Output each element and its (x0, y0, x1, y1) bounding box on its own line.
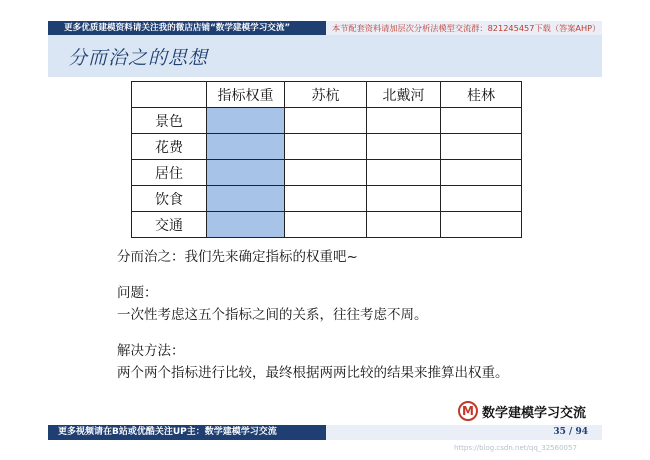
brand-logo (458, 400, 586, 422)
table-cell (285, 186, 367, 212)
spacer (117, 268, 509, 282)
footer-right-band (326, 425, 602, 440)
table-cell (441, 186, 522, 212)
title-band (48, 35, 602, 77)
table-row (132, 212, 522, 238)
top-header (0, 0, 650, 38)
table-row (132, 160, 522, 186)
table-cell (285, 212, 367, 238)
page-number: 35 / 94 (553, 427, 588, 437)
table-cell (367, 186, 441, 212)
table-cell (441, 160, 522, 186)
table-row (132, 108, 522, 134)
header-cell-guilin: 桂林 (441, 82, 522, 108)
criteria-table (131, 81, 522, 238)
problem-text: 一次性考虑这五个指标之间的关系，往往考虑不周。 (117, 307, 428, 323)
weight-cell (207, 186, 285, 212)
header-cell-suhang: 苏杭 (285, 82, 367, 108)
problem-label: 问题： (117, 285, 158, 301)
table-cell (367, 134, 441, 160)
row-label: 花费 (132, 134, 207, 160)
table-cell (441, 134, 522, 160)
row-label: 饮食 (132, 186, 207, 212)
row-label: 居住 (132, 160, 207, 186)
table-cell (285, 134, 367, 160)
body-text (117, 246, 509, 384)
weight-cell (207, 134, 285, 160)
weight-cell (207, 108, 285, 134)
table-row (132, 186, 522, 212)
row-label: 景色 (132, 108, 207, 134)
slide-title: 分而治之的思想 (68, 47, 209, 69)
weight-cell (207, 160, 285, 186)
solution-text: 两个两个指标进行比较，最终根据两两比较的结果来推算出权重。 (117, 365, 509, 381)
header-cell-corner (132, 82, 207, 108)
header-cell-weight: 指标权重 (207, 82, 285, 108)
logo-m-icon: M (458, 401, 478, 421)
header-right-banner: 本节配套资料请加层次分析法模型交流群：821245457下载（答案AHP） (326, 21, 602, 35)
weight-cell (207, 212, 285, 238)
row-label: 交通 (132, 212, 207, 238)
intro-text: 分而治之：我们先来确定指标的权重吧~ (117, 249, 358, 265)
table-cell (367, 160, 441, 186)
spacer (117, 326, 509, 340)
logo-text: 数学建模学习交流 (482, 405, 587, 421)
solution-label: 解决方法： (117, 343, 185, 359)
table-header-row (132, 82, 522, 108)
header-cell-beidaihe: 北戴河 (367, 82, 441, 108)
footer-left-banner: 更多视频请在B站或优酷关注UP主：数学建模学习交流 (48, 425, 326, 440)
table-cell (285, 160, 367, 186)
table-cell (367, 108, 441, 134)
table-cell (441, 212, 522, 238)
header-left-banner: 更多优质建模资料请关注我的微店店铺“数学建模学习交流” (48, 21, 326, 35)
table-cell (441, 108, 522, 134)
table-row (132, 134, 522, 160)
watermark: https://blog.csdn.net/qq_32560057 (454, 444, 577, 452)
table-cell (285, 108, 367, 134)
table-cell (367, 212, 441, 238)
